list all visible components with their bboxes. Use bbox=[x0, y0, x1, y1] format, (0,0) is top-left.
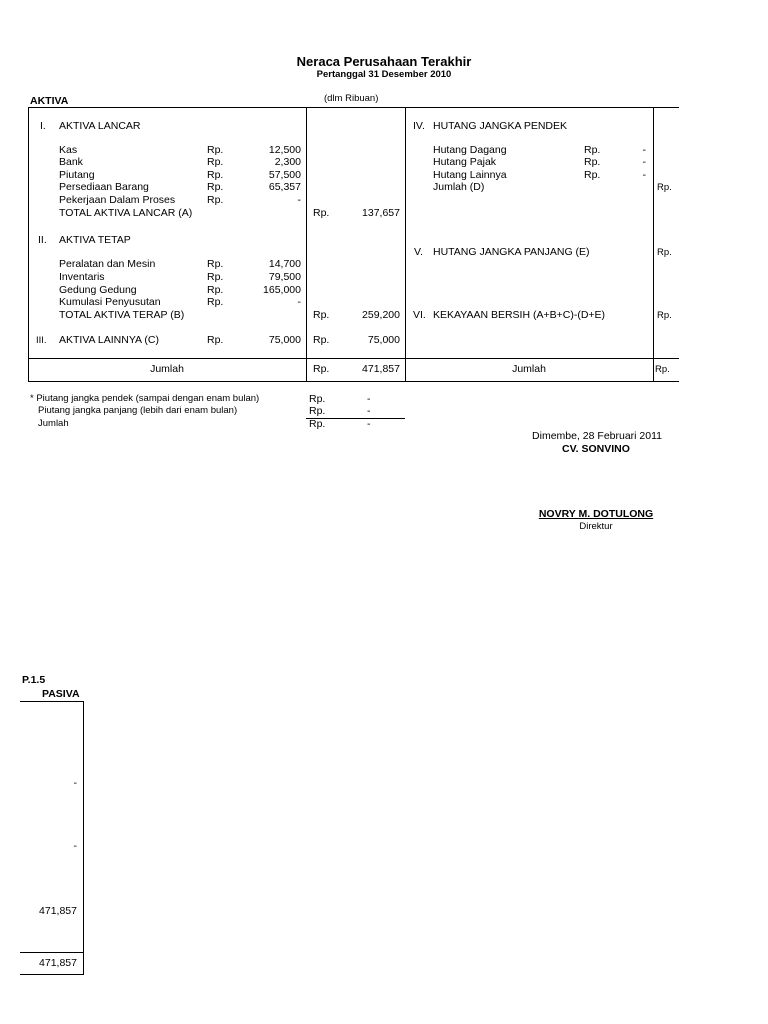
section-number: V. bbox=[414, 246, 423, 258]
total-currency: Rp. bbox=[313, 334, 330, 346]
item-label: Persediaan Barang bbox=[59, 181, 149, 193]
jumlah-value: 471,857 bbox=[362, 363, 400, 375]
unit-note: (dlm Ribuan) bbox=[324, 93, 379, 104]
table-left-border bbox=[28, 107, 29, 381]
section-currency: Rp. bbox=[657, 310, 672, 321]
section-title: KEKAYAAN BERSIH (A+B+C)-(D+E) bbox=[433, 309, 606, 321]
item-value: 12,500 bbox=[268, 144, 301, 156]
place-date: Dimembe, 28 Februari 2011 bbox=[532, 430, 662, 442]
item-currency: Rp. bbox=[207, 258, 224, 270]
pasiva-total: 471,857 bbox=[39, 957, 77, 969]
total-currency: Rp. bbox=[313, 309, 330, 321]
note-value: - bbox=[367, 418, 371, 430]
item-currency: Rp. bbox=[207, 194, 224, 206]
section-title: HUTANG JANGKA PENDEK bbox=[433, 120, 567, 132]
note-label: Jumlah bbox=[38, 418, 69, 429]
item-value: 75,000 bbox=[268, 334, 301, 346]
section-title: AKTIVA LANCAR bbox=[59, 120, 141, 132]
table-col-divider-1 bbox=[306, 107, 307, 381]
item-currency: Rp. bbox=[207, 144, 224, 156]
item-label: Peralatan dan Mesin bbox=[59, 258, 156, 270]
page-subtitle: Pertanggal 31 Desember 2010 bbox=[316, 69, 452, 80]
signatory-position: Direktur bbox=[579, 521, 613, 532]
note-label: Piutang jangka panjang (lebih dari enam bulan) bbox=[38, 405, 238, 416]
total-label: TOTAL AKTIVA TERAP (B) bbox=[59, 309, 185, 321]
item-currency: Rp. bbox=[207, 169, 224, 181]
section-number: I. bbox=[40, 120, 46, 132]
item-label: Hutang Dagang bbox=[433, 144, 507, 156]
total-currency: Rp. bbox=[313, 207, 330, 219]
note-currency: Rp. bbox=[309, 393, 326, 405]
jumlah-currency: Rp. bbox=[655, 364, 670, 375]
item-value: 2,300 bbox=[274, 156, 301, 168]
section-number: VI. bbox=[413, 309, 426, 321]
note-label: * Piutang jangka pendek (sampai dengan enam bulan) bbox=[30, 393, 260, 404]
section-title: AKTIVA TETAP bbox=[59, 234, 131, 246]
jumlah-currency: Rp. bbox=[657, 182, 672, 193]
table-col-divider-3 bbox=[653, 107, 654, 381]
item-value: 165,000 bbox=[263, 284, 301, 296]
item-label: Kumulasi Penyusutan bbox=[59, 296, 161, 308]
page-title: Neraca Perusahaan Terakhir bbox=[296, 54, 472, 69]
item-label: Inventaris bbox=[59, 271, 105, 283]
item-value: 65,357 bbox=[268, 181, 301, 193]
section-number: II. bbox=[38, 234, 47, 246]
note-value: - bbox=[367, 405, 371, 417]
item-currency: Rp. bbox=[584, 169, 601, 181]
item-currency: Rp. bbox=[207, 284, 224, 296]
jumlah-label: Jumlah bbox=[512, 363, 546, 375]
table-top-border bbox=[28, 107, 679, 108]
jumlah-label: Jumlah (D) bbox=[433, 181, 485, 193]
aktiva-label: AKTIVA bbox=[30, 95, 69, 107]
pasiva-bottom-border bbox=[20, 974, 83, 975]
item-currency: Rp. bbox=[207, 334, 224, 346]
pasiva-right-border bbox=[83, 701, 84, 975]
section-number: IV. bbox=[413, 120, 425, 132]
item-value: - bbox=[642, 169, 646, 181]
section-title: HUTANG JANGKA PANJANG (E) bbox=[433, 246, 590, 258]
item-value: 57,500 bbox=[268, 169, 301, 181]
section-number: III. bbox=[36, 335, 47, 346]
item-value: - bbox=[642, 156, 646, 168]
table-bottom-border bbox=[28, 381, 679, 382]
item-label: Pekerjaan Dalam Proses bbox=[59, 194, 176, 206]
section-currency: Rp. bbox=[657, 247, 672, 258]
item-value: 79,500 bbox=[268, 271, 301, 283]
pasiva-label: PASIVA bbox=[42, 688, 80, 700]
section-title: AKTIVA LAINNYA (C) bbox=[59, 334, 159, 346]
item-label: Kas bbox=[59, 144, 78, 156]
note-value: - bbox=[367, 393, 371, 405]
page-number: P.1.5 bbox=[22, 674, 46, 686]
item-label: Gedung Gedung bbox=[59, 284, 137, 296]
jumlah-currency: Rp. bbox=[313, 363, 330, 375]
item-currency: Rp. bbox=[207, 181, 224, 193]
item-value: - bbox=[297, 194, 301, 206]
item-value: - bbox=[297, 296, 301, 308]
total-value: 137,657 bbox=[362, 207, 400, 219]
item-currency: Rp. bbox=[584, 156, 601, 168]
signatory-name: NOVRY M. DOTULONG bbox=[538, 508, 654, 520]
table-col-divider-2 bbox=[405, 107, 406, 381]
total-value: 259,200 bbox=[362, 309, 400, 321]
item-value: - bbox=[642, 144, 646, 156]
pasiva-divider bbox=[20, 952, 83, 953]
item-currency: Rp. bbox=[584, 144, 601, 156]
note-currency: Rp. bbox=[309, 405, 326, 417]
table-row-divider bbox=[28, 358, 679, 359]
total-label: TOTAL AKTIVA LANCAR (A) bbox=[59, 207, 193, 219]
pasiva-value: 471,857 bbox=[39, 905, 77, 917]
item-currency: Rp. bbox=[207, 156, 224, 168]
company-name: CV. SONVINO bbox=[562, 443, 630, 455]
item-currency: Rp. bbox=[207, 271, 224, 283]
jumlah-label: Jumlah bbox=[150, 363, 184, 375]
total-value: 75,000 bbox=[367, 334, 400, 346]
item-label: Hutang Pajak bbox=[433, 156, 497, 168]
item-label: Hutang Lainnya bbox=[433, 169, 507, 181]
item-label: Piutang bbox=[59, 169, 95, 181]
note-currency: Rp. bbox=[309, 418, 326, 430]
item-label: Bank bbox=[59, 156, 83, 168]
pasiva-value: - bbox=[73, 840, 77, 852]
item-value: 14,700 bbox=[268, 258, 301, 270]
pasiva-top-border bbox=[20, 701, 83, 702]
pasiva-value: - bbox=[73, 777, 77, 789]
item-currency: Rp. bbox=[207, 296, 224, 308]
